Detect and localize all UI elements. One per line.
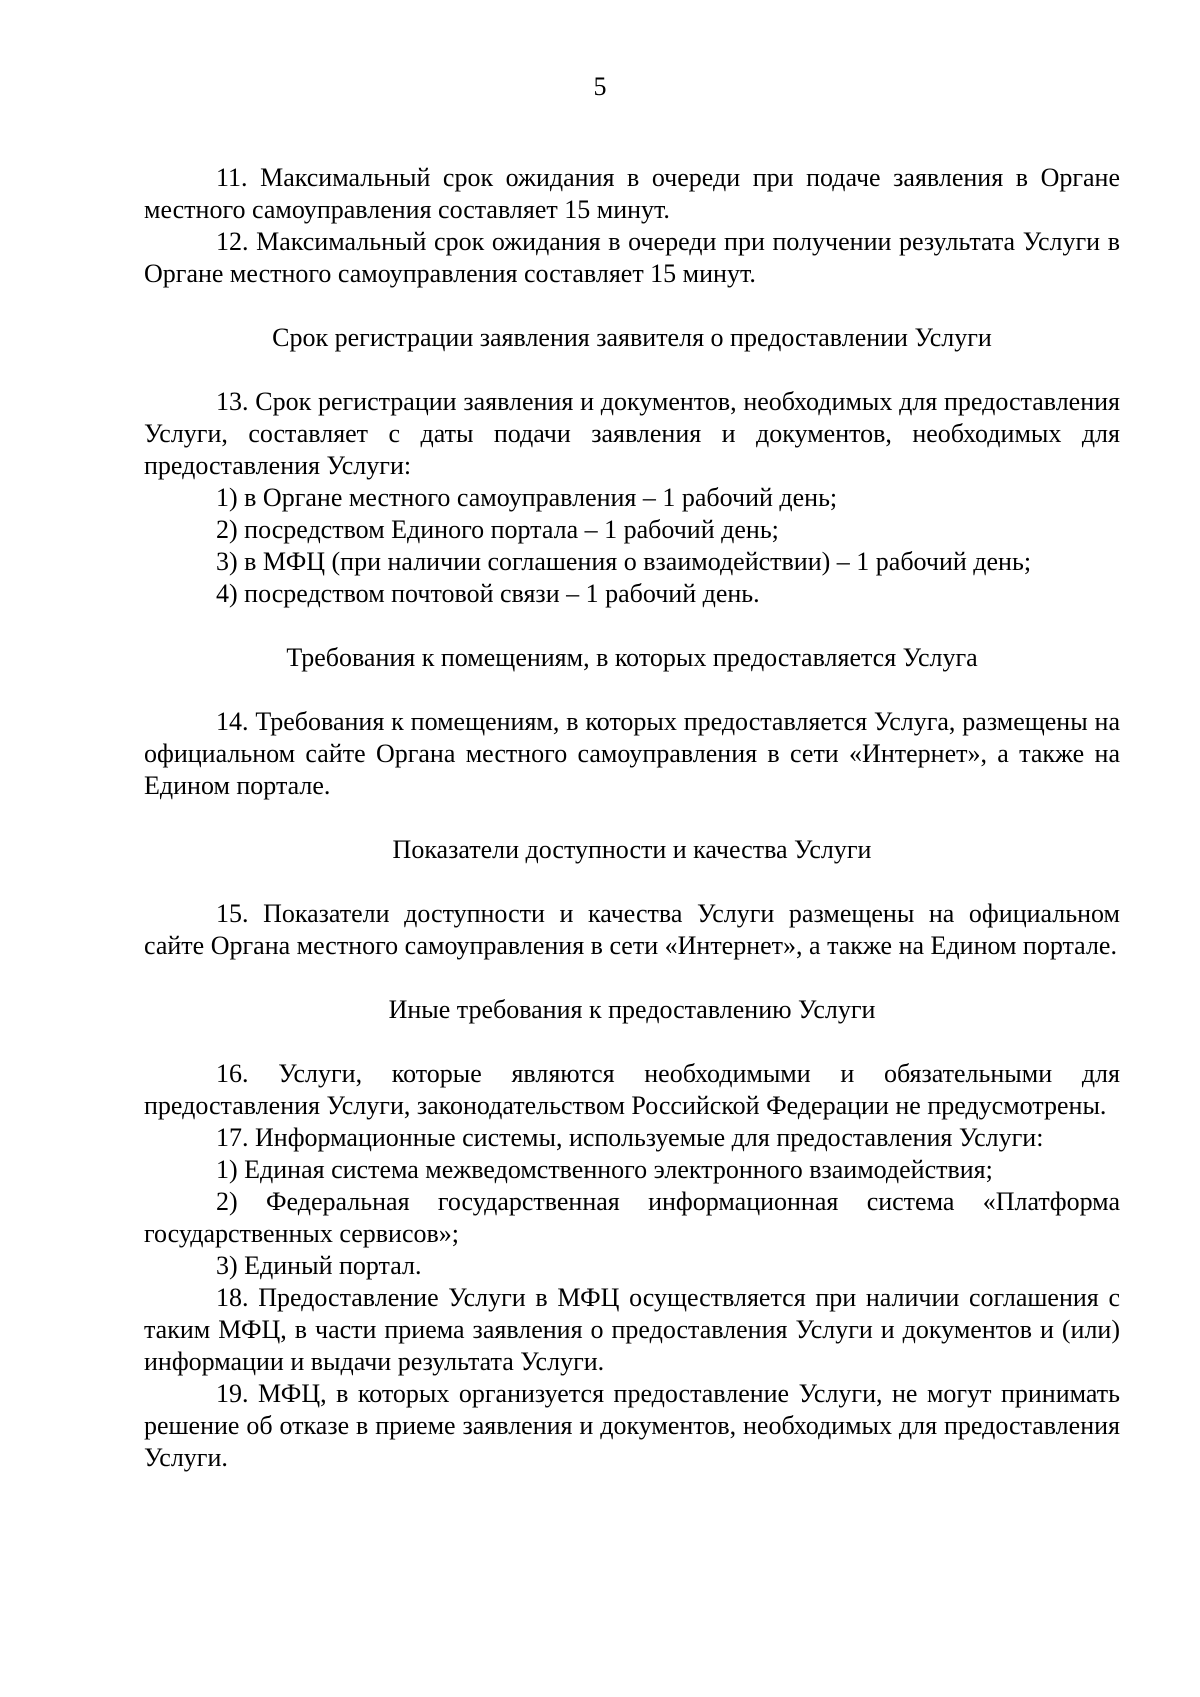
paragraph-11: 11. Максимальный срок ожидания в очереди при подаче заявления в Органе местного самоуправления составляет 15 минут.	[144, 163, 1120, 224]
paragraph-14: 14. Требования к помещениям, в которых предоставляется Услуга, размещены на официальном сайте Органа местного самоуправления в сети «Интернет», а также на Едином портале.	[144, 707, 1120, 800]
page-number: 5	[593, 72, 607, 101]
list-item-13-2: 2) посредством Единого портала – 1 рабочий день;	[216, 515, 779, 544]
section-heading-other: Иные требования к предоставлению Услуги	[388, 995, 876, 1024]
section-heading-registration: Срок регистрации заявления заявителя о предоставлении Услуги	[272, 323, 992, 352]
paragraph-18: 18. Предоставление Услуги в МФЦ осуществляется при наличии соглашения с таким МФЦ, в части приема заявления о предоставления Услуги и документов и (или) информации и выдачи результата Услуги.	[144, 1283, 1120, 1376]
list-item-17-3: 3) Единый портал.	[216, 1251, 422, 1280]
list-item-13-3: 3) в МФЦ (при наличии соглашения о взаимодействии) – 1 рабочий день;	[216, 547, 1032, 576]
paragraph-15: 15. Показатели доступности и качества Услуги размещены на официальном сайте Органа местного самоуправления в сети «Интернет», а также на Едином портале.	[144, 899, 1120, 960]
list-item-13-4: 4) посредством почтовой связи – 1 рабочий день.	[216, 579, 760, 608]
section-heading-premises: Требования к помещениям, в которых предоставляется Услуга	[286, 643, 978, 672]
list-item-17-1: 1) Единая система межведомственного электронного взаимодействия;	[216, 1155, 993, 1184]
list-item-17-2: 2) Федеральная государственная информационная система «Платформа государственных сервисов»;	[144, 1187, 1120, 1248]
paragraph-12: 12. Максимальный срок ожидания в очереди при получении результата Услуги в Органе местного самоуправления составляет 15 минут.	[144, 227, 1120, 288]
list-item-13-1: 1) в Органе местного самоуправления – 1 рабочий день;	[216, 483, 838, 512]
paragraph-19: 19. МФЦ, в которых организуется предоставление Услуги, не могут принимать решение об отказе в приеме заявления и документов, необходимых для предоставления Услуги.	[144, 1379, 1120, 1472]
paragraph-16: 16. Услуги, которые являются необходимыми и обязательными для предоставления Услуги, законодательством Российской Федерации не предусмотрены.	[144, 1059, 1120, 1120]
section-heading-quality: Показатели доступности и качества Услуги	[392, 835, 872, 864]
paragraph-17: 17. Информационные системы, используемые для предоставления Услуги:	[216, 1123, 1044, 1152]
document-body	[144, 162, 1120, 1474]
paragraph-13: 13. Срок регистрации заявления и документов, необходимых для предоставления Услуги, составляет с даты подачи заявления и документов, необходимых для предоставления Услуги:	[144, 387, 1120, 480]
